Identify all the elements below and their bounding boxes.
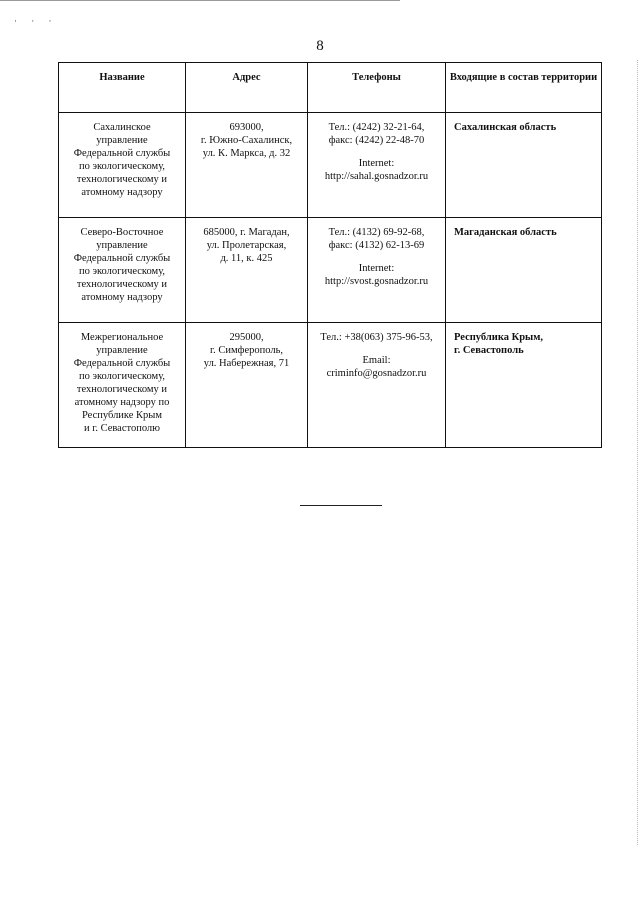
office-name: Межрегиональное управление Федеральной службы по экологическому, технологическому и атомному надзору по Республике Крым и г. Севастополю <box>59 323 186 448</box>
header-territory: Входящие в состав территории <box>446 63 602 113</box>
header-phones: Телефоны <box>308 63 446 113</box>
office-phones: Тел.: +38(063) 375-96-53, Email: criminfo@gosnadzor.ru <box>308 323 446 448</box>
scan-specks: · · · <box>14 16 58 26</box>
offices-table <box>58 62 602 448</box>
table-row <box>59 218 602 323</box>
office-phones: Тел.: (4132) 69-92-68, факс: (4132) 62-13-69 Internet: http://svost.gosnadzor.ru <box>308 218 446 323</box>
office-name: Северо-Восточное управление Федеральной службы по экологическому, технологическому и атомному надзору <box>59 218 186 323</box>
office-address: 295000, г. Симферополь, ул. Набережная, 71 <box>186 323 308 448</box>
email-link[interactable]: criminfo@gosnadzor.ru <box>326 368 427 379</box>
header-name: Название <box>59 63 186 113</box>
email-label: Email: <box>362 355 391 366</box>
office-address: 693000, г. Южно-Сахалинск, ул. К. Маркса, д. 32 <box>186 113 308 218</box>
web-label: Internet: <box>358 158 395 169</box>
scan-edge-line <box>637 60 638 845</box>
office-name: Сахалинское управление Федеральной службы по экологическому, технологическому и атомному надзору <box>59 113 186 218</box>
office-territory: Магаданская область <box>446 218 602 323</box>
table-header-row <box>59 63 602 113</box>
web-link[interactable]: http://svost.gosnadzor.ru <box>324 276 429 287</box>
web-label: Internet: <box>358 263 395 274</box>
closing-line <box>300 505 382 506</box>
office-phones: Тел.: (4242) 32-21-64, факс: (4242) 22-48-70 Internet: http://sahal.gosnadzor.ru <box>308 113 446 218</box>
web-link[interactable]: http://sahal.gosnadzor.ru <box>324 171 429 182</box>
office-territory: Сахалинская область <box>446 113 602 218</box>
table-row <box>59 323 602 448</box>
header-address: Адрес <box>186 63 308 113</box>
page-number: 8 <box>316 38 324 54</box>
top-edge-line <box>0 0 400 1</box>
table-row <box>59 113 602 218</box>
office-territory: Республика Крым, г. Севастополь <box>446 323 602 448</box>
office-address: 685000, г. Магадан, ул. Пролетарская, д. 11, к. 425 <box>186 218 308 323</box>
